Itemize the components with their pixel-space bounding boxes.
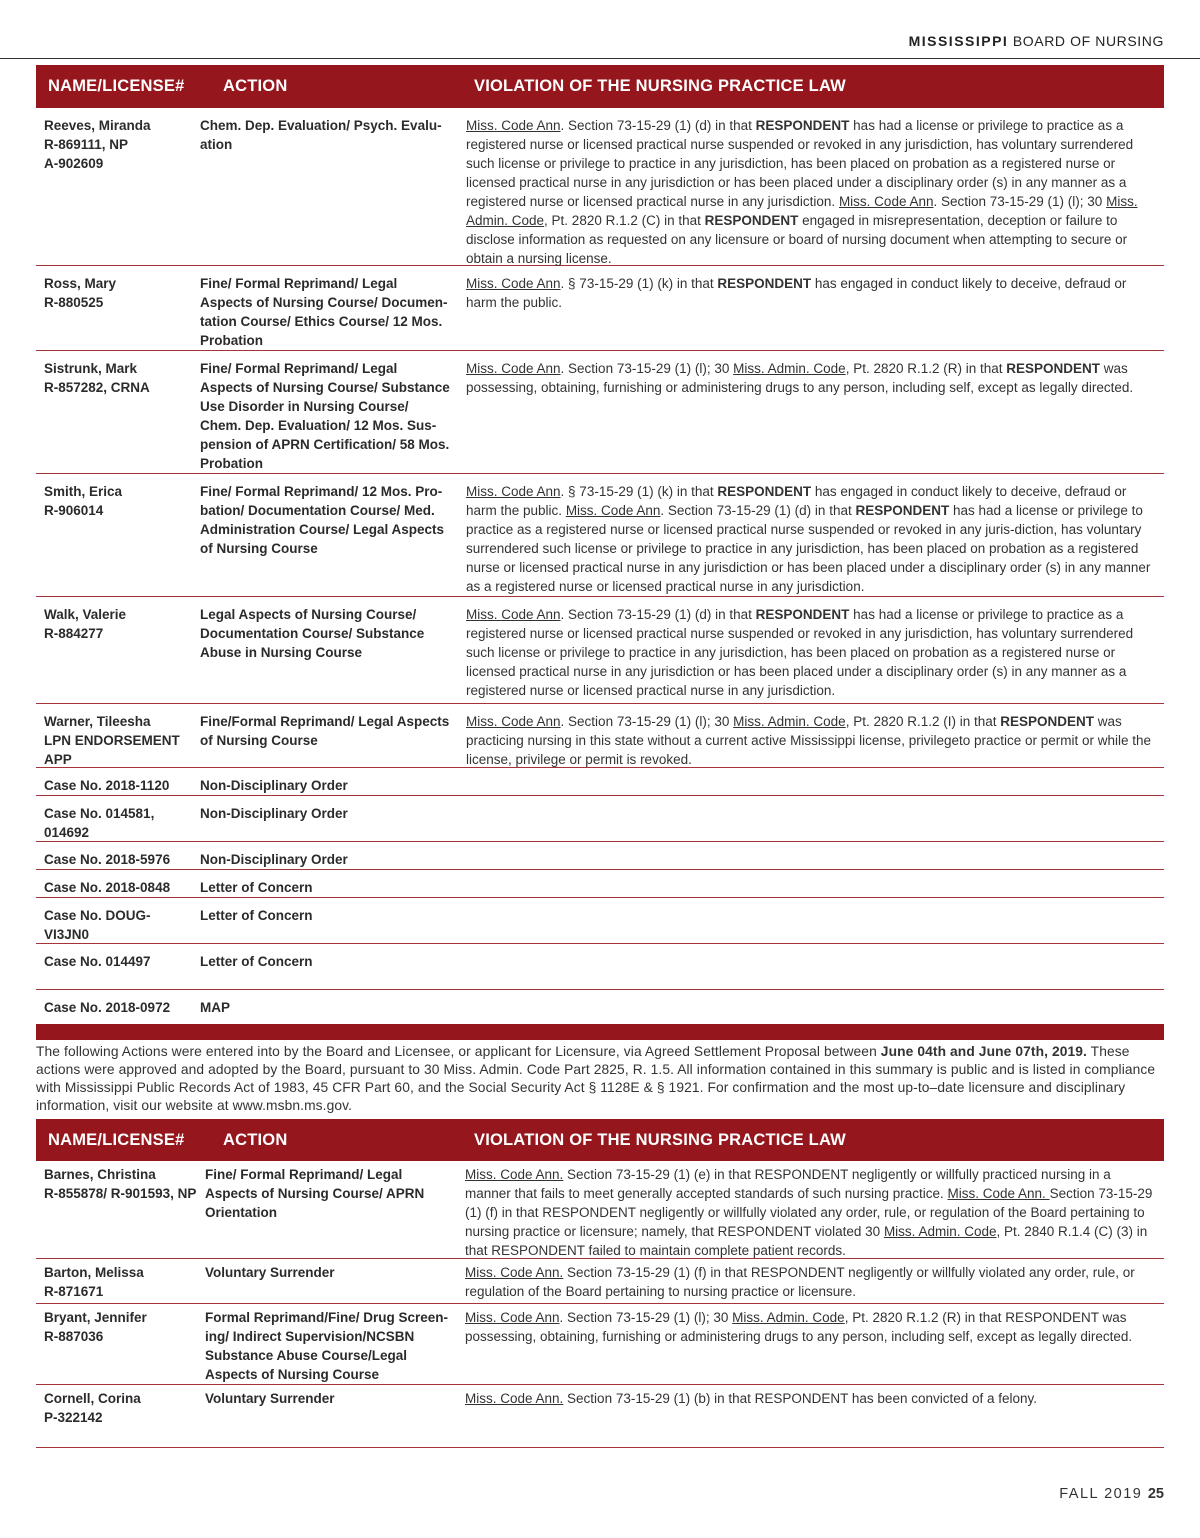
violation-segment: , Pt. 2820 R.1.2 (R) in that RESPONDENT was possessing, obtaining, furnishing or administering drugs to any person, including self, except as legally directed.	[465, 1310, 1133, 1344]
statute-citation: Miss. Admin. Code	[466, 194, 1138, 228]
action-taken: Letter of Concern	[200, 880, 313, 895]
violation-segment: . Section 73-15-29 (1) (l); 30	[933, 194, 1107, 209]
licensee-name: Case No. DOUG- VI3JN0	[44, 908, 151, 942]
action-taken: Letter of Concern	[200, 908, 313, 923]
action-taken: Non-Disciplinary Order	[200, 806, 348, 821]
table-row	[36, 1259, 1164, 1304]
violation-text	[466, 712, 1164, 769]
licensee-name: Warner, Tileesha LPN ENDORSEMENT APP	[44, 714, 180, 767]
respondent-term: RESPONDENT	[755, 607, 850, 622]
licensee-name: Barnes, Christina R-855878/ R-901593, NP	[44, 1167, 197, 1201]
violation-segment: has had a license or privilege to practice as a registered nurse or licensed practical nurse suspended or revoked in any jurisdiction, has voluntary surrendered such license or privilege to practice in any jurisdiction, has been placed on probation as a registered nurse or licensed practical nurse in any jurisdiction or has been placed under a disciplinary order (s) in any manner as a registered nurse or licensed practical nurse in any jurisdiction.	[466, 118, 1134, 209]
violation-segment: has engaged in conduct likely to deceive, defraud or harm the public.	[466, 484, 1127, 518]
violation-segment: engaged in misrepresentation, deception or failure to disclose information as requested on any licensure or board of nursing document when attempting to secure or obtain a nursing license.	[466, 213, 1128, 266]
statute-citation: Miss. Code Ann.	[465, 1167, 564, 1182]
action-taken: Non-Disciplinary Order	[200, 778, 348, 793]
respondent-term: RESPONDENT	[717, 484, 812, 499]
violation-segment: was possessing, obtaining, furnishing or administering drugs to any person, including self, except as legally directed.	[466, 361, 1134, 395]
violation-segment: Section 73-15-29 (1) (f) in that RESPONDENT negligently or willfully violated any order, rule, or regulation of the Board pertaining to nursing practice or licensure; namely, that RESPONDENT violated 30	[465, 1186, 1153, 1239]
disciplinary-actions-table-2	[36, 1119, 1164, 1448]
statute-citation: Miss. Code Ann.	[947, 1186, 1050, 1201]
note-body: These actions were approved and adopted by the Board, pursuant to 30 Miss. Admin. Code Part 2825, R. 1.5. All information contained in this summary is public and is listed in compliance with Mississippi Public Records Act of 1983, 45 CFR Part 60, and the Social Security Act § 1128E & § 1921. For confirmation and the most up-to–date licensure and disciplinary information, visit our website at www.msbn.ms.gov.	[36, 1044, 1156, 1113]
violation-segment: has had a license or privilege to practice as a registered nurse or licensed practical nurse suspended or revoked in any juris-diction, has voluntary surrendered such license or privilege to practice in any jurisdiction, has been placed on probation as a registered nurse or licensed practical nurse in any jurisdiction or has been placed under a disciplinary order (s) in any manner as a registered nurse or licensed practical nurse in any jurisdiction.	[466, 503, 1151, 594]
violation-segment: , Pt. 2840 R.1.4 (C) (3) in that RESPONDENT failed to maintain complete patient records.	[465, 1224, 1148, 1258]
statute-citation: Miss. Code Ann	[565, 503, 661, 518]
violation-text	[465, 1389, 1164, 1408]
action-taken: Fine/Formal Reprimand/ Legal Aspects of Nursing Course	[200, 714, 450, 748]
action-taken: Formal Reprimand/Fine/ Drug Screen- ing/ Indirect Supervision/NCSBN Substance Abuse Course/Legal Aspects of Nursing Course	[205, 1310, 449, 1382]
violation-text	[466, 359, 1164, 397]
violation-segment: has engaged in conduct likely to deceive, defraud or harm the public.	[466, 276, 1127, 310]
violation-segment: . Section 73-15-29 (1) (d) in that	[660, 503, 856, 518]
table-row	[36, 474, 1164, 597]
statute-citation: Miss. Admin. Code	[733, 361, 846, 376]
action-taken: MAP	[200, 1000, 230, 1015]
violation-text	[466, 482, 1164, 596]
violation-segment: . Section 73-15-29 (1) (l); 30	[560, 361, 734, 376]
violation-segment: has had a license or privilege to practice as a registered nurse or licensed practical nurse suspended or revoked in any jurisdiction, has voluntary surrendered such license or privilege to practice in any jurisdiction, has been placed on probation as a registered nurse or licensed practical nurse in any jurisdiction or has been placed under a disciplinary order (s) in any manner as a registered nurse or licensed practical nurse in any jurisdiction.	[466, 607, 1134, 698]
table-row	[36, 108, 1164, 266]
respondent-term: RESPONDENT	[717, 276, 812, 291]
licensee-name: Smith, Erica R-906014	[44, 484, 123, 518]
statute-citation: Miss. Code Ann	[466, 607, 561, 622]
table-header	[36, 65, 1164, 108]
statute-citation: Miss. Code Ann	[466, 118, 561, 133]
table-row	[36, 1304, 1164, 1385]
violation-segment: Section 73-15-29 (1) (f) in that RESPONDENT negligently or willfully violated any order, rule, or regulation of the Board pertaining to nursing practice or licensure.	[465, 1265, 1135, 1299]
statute-citation: Miss. Code Ann.	[465, 1265, 564, 1280]
violation-segment: . Section 73-15-29 (1) (d) in that	[560, 607, 756, 622]
respondent-term: RESPONDENT	[855, 503, 950, 518]
note-dates: June 04th and June 07th, 2019.	[880, 1044, 1087, 1059]
licensee-name: Case No. 014581, 014692	[44, 806, 155, 840]
table-row	[36, 597, 1164, 704]
licensee-name: Reeves, Miranda R-869111, NP A-902609	[44, 118, 151, 171]
violation-segment: , Pt. 2820 R.1.2 (R) in that	[845, 361, 1007, 376]
column-header-violation: VIOLATION OF THE NURSING PRACTICE LAW	[474, 1130, 846, 1149]
violation-text	[466, 274, 1164, 312]
licensee-name: Barton, Melissa R-871671	[44, 1265, 144, 1299]
table-row	[36, 1385, 1164, 1448]
violation-text	[465, 1165, 1164, 1260]
violation-text	[465, 1263, 1164, 1301]
header-rule	[0, 58, 1200, 59]
page-footer	[1059, 1486, 1164, 1502]
licensee-name: Sistrunk, Mark R-857282, CRNA	[44, 361, 150, 395]
table-body	[36, 108, 1164, 1026]
violation-segment: . Section 73-15-29 (1) (d) in that	[560, 118, 756, 133]
licensee-name: Case No. 2018-1120	[44, 778, 170, 793]
table-row	[36, 1161, 1164, 1259]
violation-segment: . § 73-15-29 (1) (k) in that	[560, 276, 718, 291]
violation-segment: , Pt. 2820 R.1.2 (C) in that	[544, 213, 705, 228]
respondent-term: RESPONDENT	[704, 213, 799, 228]
licensee-name: Case No. 2018-0848	[44, 880, 171, 895]
respondent-term: RESPONDENT	[1000, 714, 1095, 729]
issue-label: FALL 2019	[1059, 1486, 1143, 1502]
page-header	[909, 33, 1164, 49]
violation-text	[465, 1308, 1164, 1346]
action-taken: Fine/ Formal Reprimand/ Legal Aspects of Nursing Course/ Documen- tation Course/ Ethics Course/ 12 Mos. Probation	[200, 276, 448, 348]
publication-brand: MISSISSIPPI	[908, 33, 1009, 49]
respondent-term: RESPONDENT	[755, 118, 850, 133]
column-header-action: ACTION	[223, 1130, 288, 1149]
table-row	[36, 870, 1164, 898]
table-row	[36, 704, 1164, 768]
column-header-name: NAME/LICENSE#	[48, 77, 185, 95]
action-taken: Voluntary Surrender	[205, 1391, 335, 1406]
licensee-name: Cornell, Corina P-322142	[44, 1391, 141, 1425]
table-row	[36, 768, 1164, 796]
table-header	[36, 1119, 1164, 1161]
statute-citation: Miss. Code Ann.	[465, 1391, 564, 1406]
disciplinary-actions-table-1	[36, 65, 1164, 1026]
action-taken: Letter of Concern	[200, 954, 313, 969]
table-body	[36, 1161, 1164, 1448]
action-taken: Fine/ Formal Reprimand/ Legal Aspects of Nursing Course/ APRN Orientation	[205, 1167, 425, 1220]
violation-segment: . Section 73-15-29 (1) (l); 30	[559, 1310, 733, 1325]
page-number: 25	[1147, 1486, 1164, 1502]
settlement-note	[36, 1043, 1164, 1115]
table-row	[36, 351, 1164, 474]
action-taken: Fine/ Formal Reprimand/ Legal Aspects of Nursing Course/ Substance Use Disorder in Nursing Course/ Chem. Dep. Evaluation/ 12 Mos. Sus- pension of APRN Certification/ 58 Mos. Probation	[200, 361, 450, 471]
table-row	[36, 990, 1164, 1026]
licensee-name: Case No. 014497	[44, 954, 151, 969]
column-header-violation: VIOLATION OF THE NURSING PRACTICE LAW	[474, 77, 846, 95]
statute-citation: Miss. Code Ann	[465, 1310, 560, 1325]
violation-segment: , Pt. 2820 R.1.2 (I) in that	[845, 714, 1001, 729]
statute-citation: Miss. Code Ann	[466, 361, 561, 376]
table-row	[36, 898, 1164, 944]
violation-segment: Section 73-15-29 (1) (e) in that RESPONDENT negligently or willfully practiced nursing in a manner that fails to meet generally accepted standards of such nursing practice.	[465, 1167, 1111, 1201]
licensee-name: Walk, Valerie R-884277	[44, 607, 127, 641]
violation-segment: Section 73-15-29 (1) (b) in that RESPONDENT has been convicted of a felony.	[563, 1391, 1038, 1406]
violation-text	[466, 605, 1164, 700]
table-row	[36, 944, 1164, 990]
statute-citation: Miss. Code Ann	[838, 194, 934, 209]
action-taken: Voluntary Surrender	[205, 1265, 335, 1280]
statute-citation: Miss. Admin. Code	[732, 1310, 845, 1325]
violation-segment: . Section 73-15-29 (1) (l); 30	[560, 714, 734, 729]
table-row	[36, 266, 1164, 351]
publication-title: BOARD OF NURSING	[1012, 33, 1164, 49]
statute-citation: Miss. Code Ann	[466, 276, 561, 291]
section-divider-bar	[36, 1024, 1164, 1040]
violation-segment: . § 73-15-29 (1) (k) in that	[560, 484, 718, 499]
statute-citation: Miss. Code Ann	[466, 714, 561, 729]
column-header-name: NAME/LICENSE#	[48, 1130, 185, 1149]
respondent-term: RESPONDENT	[1006, 361, 1101, 376]
licensee-name: Case No. 2018-0972	[44, 1000, 171, 1015]
licensee-name: Ross, Mary R-880525	[44, 276, 117, 310]
violation-segment: was practicing nursing in this state without a current active Mississippi license, privilegeto practice or permit or while the license, privilege or permit is revoked.	[466, 714, 1152, 767]
column-header-action: ACTION	[223, 77, 288, 95]
action-taken: Fine/ Formal Reprimand/ 12 Mos. Pro- bation/ Documentation Course/ Med. Administration Course/ Legal Aspects of Nursing Course	[200, 484, 445, 556]
action-taken: Chem. Dep. Evaluation/ Psych. Evalu- ation	[200, 118, 442, 152]
statute-citation: Miss. Admin. Code	[883, 1224, 997, 1239]
note-intro: The following Actions were entered into by the Board and Licensee, or applicant for Licensure, via Agreed Settlement Proposal between	[36, 1044, 881, 1059]
statute-citation: Miss. Admin. Code	[733, 714, 846, 729]
licensee-name: Case No. 2018-5976	[44, 852, 171, 867]
violation-text	[466, 116, 1164, 268]
licensee-name: Bryant, Jennifer R-887036	[44, 1310, 147, 1344]
statute-citation: Miss. Code Ann	[466, 484, 561, 499]
table-row	[36, 796, 1164, 842]
table-row	[36, 842, 1164, 870]
action-taken: Legal Aspects of Nursing Course/ Documentation Course/ Substance Abuse in Nursing Course	[200, 607, 425, 660]
action-taken: Non-Disciplinary Order	[200, 852, 348, 867]
